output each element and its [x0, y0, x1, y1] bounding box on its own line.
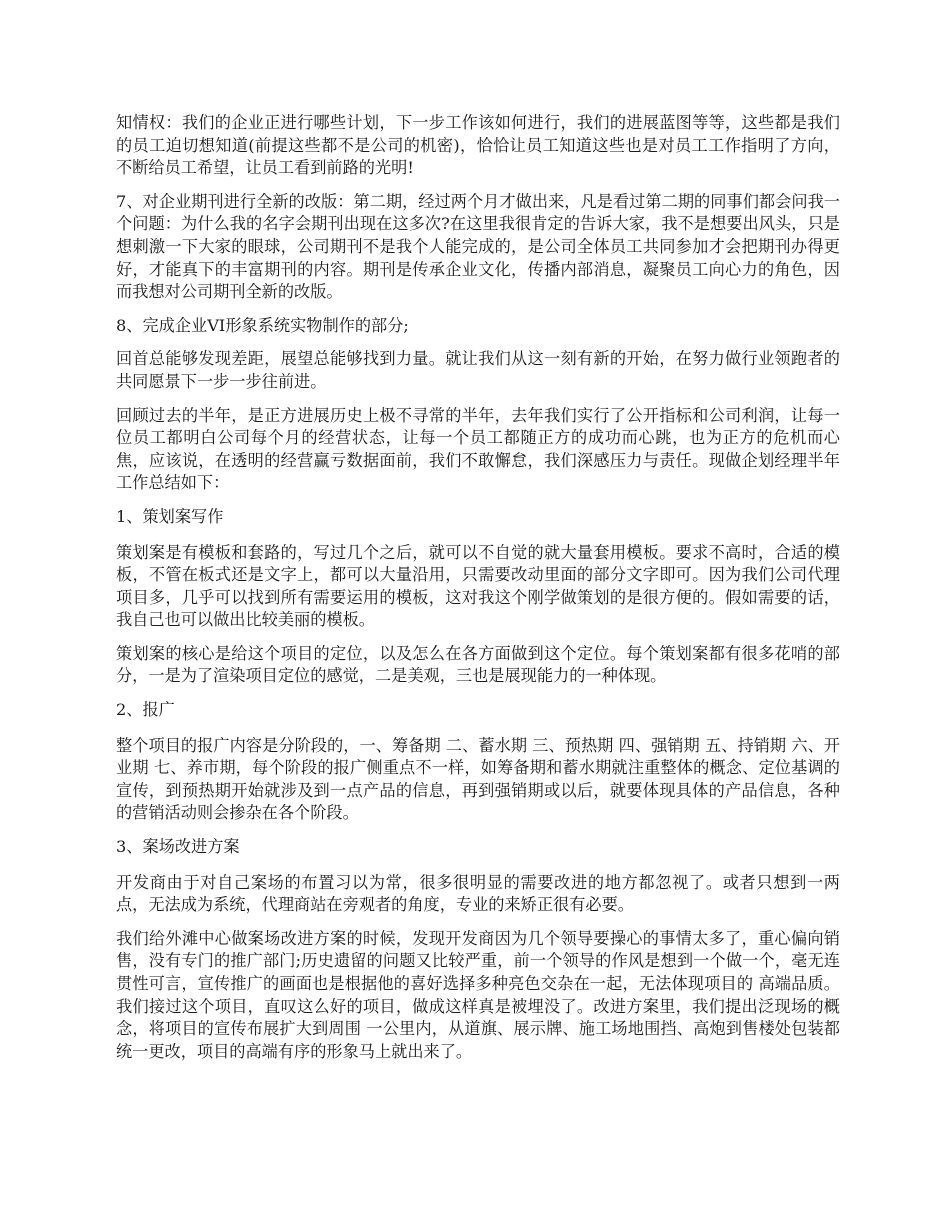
section-heading-site-improvement: 3、案场改进方案	[116, 837, 240, 857]
paragraph-developer-neglect: 开发商由于对自己案场的布置习以为常，很多很明显的需要改进的地方都忽视了。或者只想到一两点，无法成为系统，代理商站在旁观者的角度，专业的来矫正很有必要。	[116, 872, 840, 915]
paragraph-bund-center-case: 我们给外滩中心做案场改进方案的时候，发现开发商因为几个领导要操心的事情太多了，重心偏向销售，没有专门的推广部门;历史遗留的问题又比较严重，前一个领导的作风是想到一个做一个，毫无连贯性可言，宣传推广的画面也是根据他的喜好选择多种亮色交杂在一起，无法体现项目的 高端品质。我们接过这个项目，直叹这么好的项目，做成这样真是被埋没了。改进方案里，我们提出泛现场的概念，将项目的宣传布展扩大到周围 一公里内，从道旗、展示牌、施工场地围挡、高炮到售楼处包装都统一更改，项目的高端有序的形象马上就出来了。	[116, 928, 840, 1061]
paragraph-looking-back: 回首总能够发现差距，展望总能够找到力量。就让我们从这一刻有新的开始，在努力做行业领跑者的共同愿景下一步一步往前进。	[116, 349, 840, 391]
paragraph-right-to-know: 知情权：我们的企业正进行哪些计划，下一步工作该如何进行，我们的进展蓝图等等，这些都是我们的员工迫切想知道(前提这些都不是公司的机密)，恰恰让员工知道这些也是对员工工作指明了方向，不断给员工希望，让员工看到前路的光明!	[116, 113, 840, 178]
section-heading-proposal-writing: 1、策划案写作	[116, 506, 224, 526]
paragraph-item-7-journal-redesign: 7、对企业期刊进行全新的改版：第二期，经过两个月才做出来，凡是看过第二期的同事们都会问我一个问题：为什么我的名字会期刊出现在这多次?在这里我很肯定的告诉大家，我不是想要出风头，只是想刺激一下大家的眼球，公司期刊不是我个人能完成的，是公司全体员工共同参加才会把期刊办得更好，才能真下的丰富期刊的内容。期刊是传承企业文化，传播内部消息，凝聚员工向心力的角色，因而我想对公司期刊全新的改版。	[116, 191, 840, 302]
paragraph-proposal-templates: 策划案是有模板和套路的，写过几个之后，就可以不自觉的就大量套用模板。要求不高时，合适的模板，不管在板式还是文字上，都可以大量沿用，只需要改动里面的部分文字即可。因为我们公司代理项目多，几乎可以找到所有需要运用的模板，这对我这个刚学做策划的是很方便的。假如需要的话，我自己也可以做出比较美丽的模板。	[116, 542, 840, 630]
section-heading-newspaper-ads: 2、报广	[116, 700, 175, 720]
paragraph-half-year-review: 回顾过去的半年，是正方进展历史上极不寻常的半年，去年我们实行了公开指标和公司利润，让每一位员工都明白公司每个月的经营状态，让每一个员工都随正方的成功而心跳，也为正方的危机而心焦，应该说，在透明的经营赢亏数据面前，我们不敢懈怠，我们深感压力与责任。现做企划经理半年工作总结如下：	[116, 405, 840, 493]
document-body	[116, 112, 840, 1074]
paragraph-newspaper-ads-stages: 整个项目的报广内容是分阶段的，一、筹备期 二、蓄水期 三、预热期 四、强销期 五、持销期 六、开业期 七、养市期，每个阶段的报广侧重点不一样，如筹备期和蓄水期就注重整体的概念、定位基调的宣传，到预热期开始就涉及到一点产品的信息，再到强销期或以后，就要体现具体的产品信息，各种的营销活动则会掺杂在各个阶段。	[116, 735, 840, 823]
paragraph-item-8-vi-system: 8、完成企业VI形象系统实物制作的部分;	[116, 315, 409, 335]
paragraph-proposal-core: 策划案的核心是给这个项目的定位，以及怎么在各方面做到这个定位。每个策划案都有很多花哨的部分，一是为了渲染项目定位的感觉，二是美观，三也是展现能力的一种体现。	[116, 643, 840, 686]
